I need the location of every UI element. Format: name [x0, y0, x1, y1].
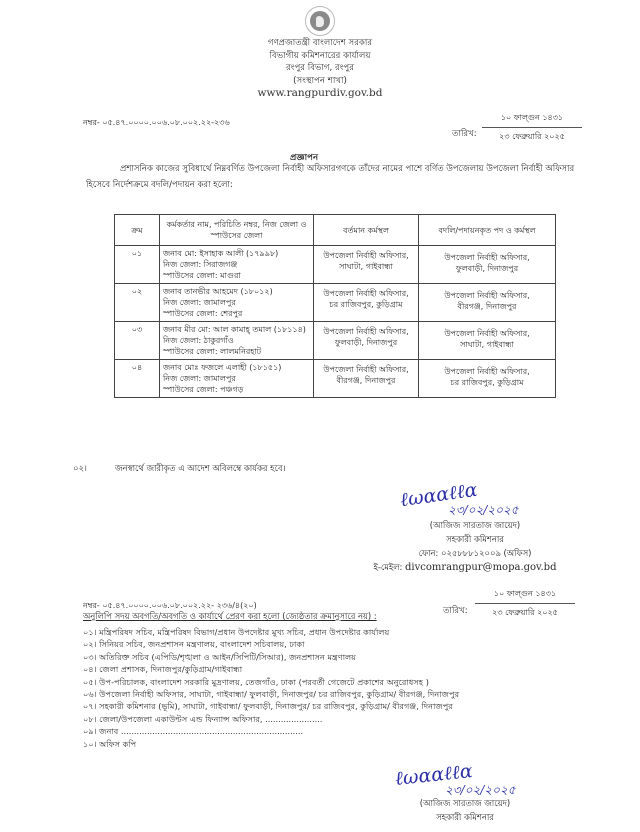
copy-date-gregorian: ২৩ ফেব্রুয়ারি ২০২৫ [492, 608, 558, 617]
copy-heading: অনুলিপি সদয় অবগতি/অবগতি ও কার্যার্থে প্রেরণ করা হলো (জ্যেষ্ঠতার ক্রমানুসারে নয়) : [83, 611, 377, 621]
new-post-location: চর রাজিবপুর, কুড়িগ্রাম [450, 378, 524, 387]
signatory-name-2: (আজিজ সারতাজ জায়েদ) [419, 798, 511, 808]
header-line-office: বিভাগীয় কমিশনারের কার্যালয় [269, 50, 371, 61]
government-seal-icon [305, 6, 335, 36]
date-gregorian: ২৩ ফেব্রুয়ারি ২০২৫ [499, 132, 565, 141]
copy-item: ০৬। উপজেলা নির্বাহী অফিসার, সাঘাটা, গাইবান্ধা/ ফুলবাড়ী, দিনাজপুর/ চর রাজিবপুর, কুড়িগ্রাম/ বীরগঞ্জ, দিনাজপুর [83, 689, 460, 700]
header-line-section: (সংস্থাপন শাখা) [293, 75, 347, 86]
row-officer [160, 360, 314, 398]
copy-item: ১০। অফিস কপি [83, 738, 137, 749]
copy-date-label: তারিখ: [443, 606, 468, 616]
signatory-designation-2: সহকারী কমিশনার [436, 812, 494, 822]
officer-name: জনাব মো: ইসাহাক আলী (১৭৯৯৮) [163, 249, 279, 258]
row-new-post [419, 322, 556, 360]
table-row [115, 284, 556, 322]
row-officer [160, 322, 314, 360]
signatory-phone: ফোন: ০২৫৮৮৮১২০০৯ (অফিস) [418, 548, 532, 558]
officer-home-district: নিজ জেলা: জামালপুর [163, 374, 236, 383]
signature-scribble: ℓωααℓℓα [398, 478, 479, 512]
officer-name: জনাব মোঃ ফজলে এলাহী (১৮১৫১) [163, 363, 282, 372]
table-row [115, 246, 556, 284]
table-header-row [115, 215, 556, 246]
new-post-location: বীরগঞ্জ, দিনাজপুর [457, 302, 517, 311]
transfer-table [114, 214, 556, 398]
copy-item: ০৭। সহকারী কমিশনার (ভূমি), সাঘাটা, গাইবান্ধা/ ফুলবাড়ী, দিনাজপুর/ চর রাজিবপুর, কুড়িগ্রাম/ বীরগঞ্জ, দিনাজপুর [83, 701, 453, 712]
officer-spouse-district: স্পাউসের জেলা: লালমনিরহাট [163, 347, 262, 356]
row-new-post [419, 284, 556, 322]
header-new-post: বদলি/পদায়নকৃত পদ ও কর্মস্থল [419, 215, 556, 246]
current-post-location: সাঘাটা, গাইবান্ধা [339, 262, 393, 271]
row-new-post [419, 360, 556, 398]
copy-item: ০৯। জনাব ...................................................................... [83, 726, 304, 737]
date-bangla: ১০ ফাল্গুন ১৪৩১ [482, 112, 582, 128]
row-current-post [314, 246, 419, 284]
row-serial: ০৩ [115, 322, 160, 360]
current-post-title: উপজেলা নির্বাহী অফিসার, [323, 251, 409, 260]
officer-home-district: নিজ জেলা: ঠাকুরগাঁও [163, 336, 234, 345]
officer-home-district: নিজ জেলা: সিরাজগঞ্জ [163, 260, 238, 269]
clause-number: ০২। [73, 463, 87, 473]
copy-date-bangla: ১০ ফাল্গুন ১৪৩১ [475, 588, 575, 604]
new-post-location: ফুলবাড়ী, দিনাজপুর [455, 264, 519, 273]
copy-memo-date [475, 588, 575, 620]
header-current-post: বর্তমান কর্মস্থল [314, 215, 419, 246]
officer-spouse-district: স্পাউসের জেলা: পঞ্চগড় [163, 385, 244, 394]
new-post-title: উপজেলা নির্বাহী অফিসার, [444, 329, 530, 338]
row-current-post [314, 284, 419, 322]
current-post-title: উপজেলা নির্বাহী অফিসার, [323, 365, 409, 374]
intro-paragraph: প্রশাসনিক কাজের সুবিধার্থে নিম্নবর্ণিত উপজেলা নির্বাহী অফিসারগণকে তাঁদের নামের পাশে বর্ণিত উপজেলায় উপজেলা নির্বাহী অফিসার হিসেবে নির্দেশক্রমে বদলি/পদায়ন করা হলো: [86, 164, 575, 190]
officer-name: জনাব তানভীর আহমেদ (১৮০১২) [163, 287, 273, 296]
copy-item: ০৫। উপ-পরিচালক, বাংলাদেশ সরকারি মুদ্রণালয়, তেজগাঁও, ঢাকা (পরবর্তী গেজেটে প্রকাশের অনুরোধসহ ) [83, 676, 429, 687]
signature-scribble-2: ℓωααℓℓα [394, 760, 474, 791]
row-serial: ০১ [115, 246, 160, 284]
date-label: তারিখ: [452, 129, 477, 139]
officer-name: জনাব মীর মো: আল কামাহ্ তমাল (১৮১১৪) [163, 325, 306, 334]
current-post-location: ফুলবাড়ী, দিনাজপুর [334, 338, 398, 347]
signatory-block-2 [350, 796, 580, 824]
bangladesh-map-icon [316, 16, 324, 27]
current-post-title: উপজেলা নির্বাহী অফিসার, [323, 289, 409, 298]
row-serial: ০৪ [115, 360, 160, 398]
copy-item: ০২। সিনিয়র সচিব, জনপ্রশাসন মন্ত্রণালয়, বাংলাদেশ সচিবালয়, ঢাকা [83, 639, 305, 650]
signatory-block [360, 518, 590, 575]
copy-item: ০৩। অতিরিক্ত সচিব (এপিডি/শৃঙ্খলা ও আইন/সিপিটি/সিআর), জনপ্রশাসন মন্ত্রণালয় [83, 651, 356, 662]
clause-text: জনস্বার্থে জারীকৃত এ আদেশ অবিলম্বে কার্যকর হবে। [115, 463, 286, 473]
document-title: প্রজ্ঞাপন [290, 153, 319, 163]
letterhead [180, 37, 460, 100]
new-post-title: উপজেলা নির্বাহী অফিসার, [444, 253, 530, 262]
signature-date-2: ২৩/০২/২০২৫ [445, 783, 516, 797]
new-post-location: সাঘাটা, গাইবান্ধা [460, 340, 514, 349]
signatory-email: divcomrangpur@mopa.gov.bd [405, 562, 557, 573]
header-serial: ক্রম [115, 215, 160, 246]
memo-number: নম্বর- ০৫.৪৭.০০০০.০০৬.০৮.০০২.২২-২৩৬ [83, 118, 230, 127]
current-post-location: বীরগঞ্জ, দিনাজপুর [336, 376, 396, 385]
officer-spouse-district: স্পাউসের জেলা: শেরপুর [163, 309, 243, 318]
table-row [115, 322, 556, 360]
new-post-title: উপজেলা নির্বাহী অফিসার, [444, 367, 530, 376]
email-label: ই-মেইল: [373, 562, 403, 572]
row-serial: ০২ [115, 284, 160, 322]
header-website: www.rangpurdiv.gov.bd [257, 87, 383, 99]
signatory-email-line [340, 560, 590, 575]
signatory-designation: সহকারী কমিশনার [446, 534, 504, 544]
copy-recipient-list [83, 626, 583, 750]
current-post-location: চর রাজিবপুর, কুড়িগ্রাম [329, 300, 403, 309]
copy-item: ০১। মন্ত্রিপরিষদ সচিব, মন্ত্রিপরিষদ বিভাগ/প্রধান উপদেষ্টার মুখ্য সচিব, প্রধান উপদেষ্টার কার্যালয় [83, 627, 390, 637]
signatory-name: (আজিজ সারতাজ জায়েদ) [429, 520, 521, 530]
memo-date [482, 112, 582, 144]
copy-memo-number: নম্বর- ০৫.৪৭.০০০০.০০৬.০৮.০০২.২২- ২৩৬/৪(২০) [83, 601, 257, 610]
row-officer [160, 246, 314, 284]
header-line-government: গণপ্রজাতন্ত্রী বাংলাদেশ সরকার [267, 38, 373, 48]
row-new-post [419, 246, 556, 284]
officer-spouse-district: স্পাউসের জেলা: মাগুরা [163, 271, 241, 280]
signature-date: ২৩/০২/২০২৫ [448, 503, 519, 517]
row-current-post [314, 360, 419, 398]
new-post-title: উপজেলা নির্বাহী অফিসার, [444, 291, 530, 300]
table-row [115, 360, 556, 398]
row-officer [160, 284, 314, 322]
current-post-title: উপজেলা নির্বাহী অফিসার, [323, 327, 409, 336]
copy-item: ০৪। জেলা প্রশাসক, দিনাজপুর/কুড়িগ্রাম/গাইবান্ধা [83, 664, 243, 675]
seal-inner [310, 11, 330, 31]
header-line-division: রংপুর বিভাগ, রংপুর [286, 63, 354, 73]
header-officer: কর্মকর্তার নাম, পরিচিতি নম্বর, নিজ জেলা ও স্পাউসের জেলা [160, 215, 314, 246]
officer-home-district: নিজ জেলা: জামালপুর [163, 298, 236, 307]
copy-item: ০৮। জেলা/উপজেলা একাউন্টস এন্ড ফিন্যান্স অফিসার, ...................... [83, 713, 323, 724]
row-current-post [314, 322, 419, 360]
